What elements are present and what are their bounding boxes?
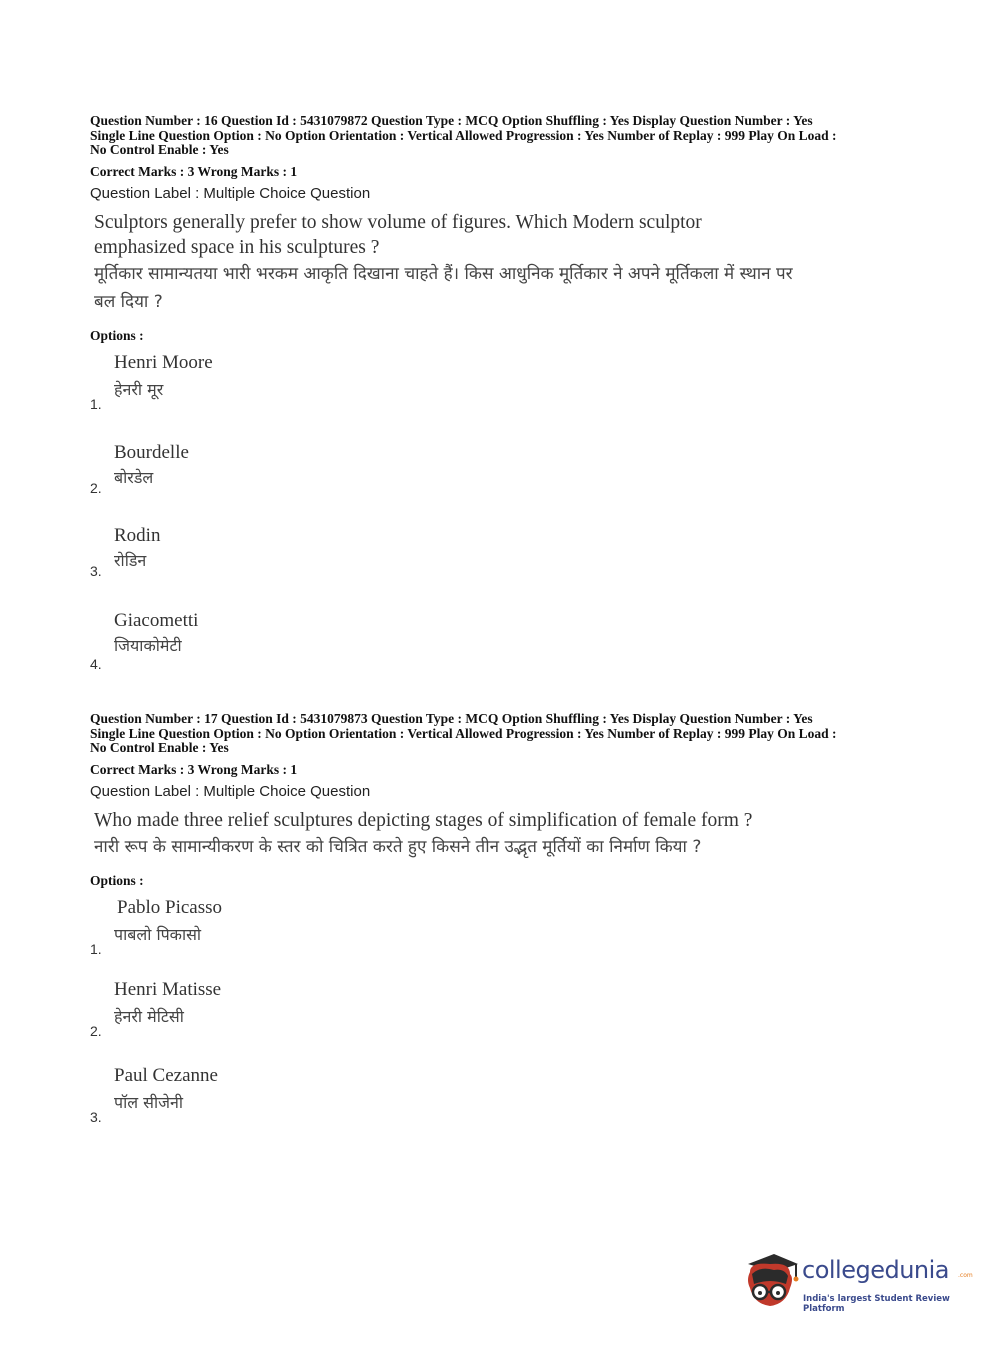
option-number: 2.	[90, 1022, 102, 1039]
meta-line-3: No Control Enable : Yes	[90, 740, 229, 755]
meta-line-1: Question Number : 17 Question Id : 5431079873 Question Type : MCQ Option Shuffling : Yes Display Question Number : Yes	[90, 711, 813, 726]
option-number: 3.	[90, 562, 102, 579]
option-text-hi: जियाकोमेटी	[114, 635, 182, 655]
option-number: 2.	[90, 479, 102, 496]
options-list	[90, 344, 930, 684]
meta-line-3: No Control Enable : Yes	[90, 142, 229, 157]
option-number: 1.	[90, 395, 102, 412]
collegedunia-logo	[740, 1248, 973, 1314]
option-number: 1.	[90, 940, 102, 957]
question-meta	[90, 712, 930, 756]
marks-line: Correct Marks : 3 Wrong Marks : 1	[90, 761, 298, 777]
options-heading: Options :	[90, 872, 144, 888]
option-number: 4.	[90, 655, 102, 672]
marks-line: Correct Marks : 3 Wrong Marks : 1	[90, 163, 298, 179]
option-text-en: Pablo Picasso	[117, 896, 223, 918]
option-text-en: Bourdelle	[114, 441, 189, 463]
option-text-en: Rodin	[114, 524, 161, 546]
option-text-hi: पॉल सीजेनी	[114, 1092, 184, 1112]
question-16	[90, 114, 930, 684]
option-text-en: Giacometti	[114, 609, 199, 631]
logo-suffix: .com	[958, 1272, 973, 1279]
option-2[interactable]	[90, 434, 490, 494]
options-list	[90, 889, 930, 1149]
question-label: Question Label : Multiple Choice Question	[90, 782, 371, 800]
logo-tagline: India's largest Student Review Platform	[803, 1294, 950, 1314]
meta-line-1: Question Number : 16 Question Id : 5431079872 Question Type : MCQ Option Shuffling : Yes Display Question Number : Yes	[90, 113, 813, 128]
option-text-hi: रोडिन	[114, 550, 147, 570]
option-3[interactable]	[90, 1057, 490, 1127]
question-label: Question Label : Multiple Choice Question	[90, 184, 371, 202]
option-text-en: Henri Matisse	[114, 978, 222, 1000]
option-text-hi: हेनरी मेटिसी	[114, 1006, 184, 1026]
option-4[interactable]	[90, 602, 490, 672]
question-meta	[90, 114, 930, 158]
question-text-en: Sculptors generally prefer to show volume of figures. Which Modern sculptor emphasized space in his sculptures ?	[94, 211, 702, 258]
question-text-en: Who made three relief sculptures depicting stages of simplification of female form ?	[94, 809, 753, 831]
option-1[interactable]	[90, 889, 490, 959]
question-17	[90, 712, 930, 1149]
option-number: 3.	[90, 1108, 102, 1125]
mascot-icon	[740, 1248, 800, 1312]
meta-line-2: Single Line Question Option : No Option Orientation : Vertical Allowed Progression : Yes Number of Replay : 999 Play On Load :	[90, 127, 837, 143]
question-text-hi: मूर्तिकार सामान्यतया भारी भरकम आकृति दिखाना चाहते हैं। किस आधुनिक मूर्तिकार ने अपने मूर्तिकला में स्थान पर बल दिया ?	[94, 263, 793, 312]
logo-wordmark: collegedunia	[802, 1256, 950, 1284]
option-text-hi: बोरडेल	[114, 467, 154, 487]
options-heading: Options :	[90, 327, 144, 343]
option-text-en: Paul Cezanne	[114, 1064, 218, 1086]
option-text-en: Henri Moore	[114, 351, 213, 373]
option-text-hi: पाबलो पिकासो	[114, 924, 202, 944]
option-1[interactable]	[90, 344, 490, 414]
meta-line-2: Single Line Question Option : No Option Orientation : Vertical Allowed Progression : Yes Number of Replay : 999 Play On Load :	[90, 725, 837, 741]
option-2[interactable]	[90, 971, 490, 1041]
option-text-hi: हेनरी मूर	[114, 379, 164, 399]
option-3[interactable]	[90, 517, 490, 577]
question-text-hi: नारी रूप के सामान्यीकरण के स्तर को चित्रित करते हुए किसने तीन उद्भृत मूर्तियों का निर्माण किया ?	[94, 836, 702, 857]
